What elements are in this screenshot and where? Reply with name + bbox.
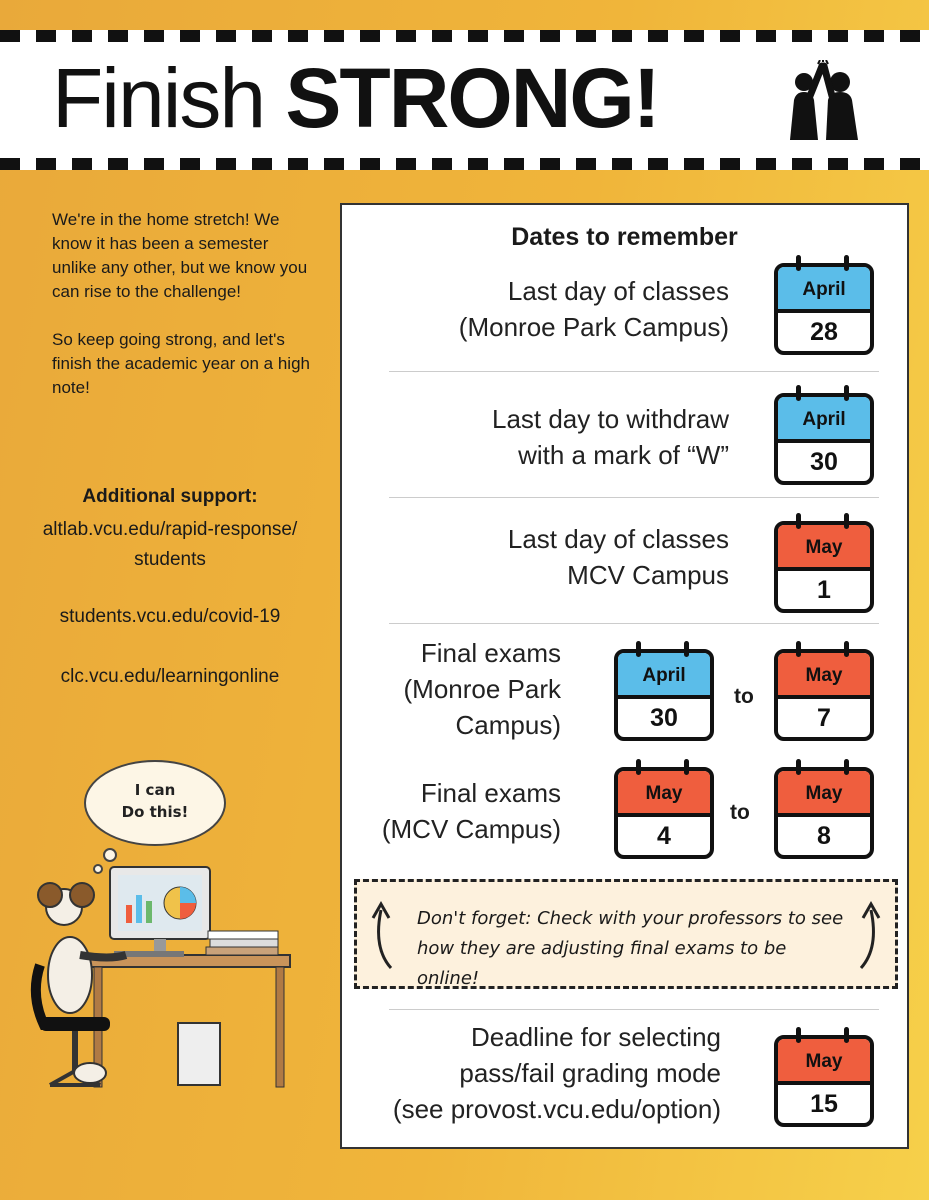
link-altlab-text[interactable]: altlab.vcu.edu/rapid-response/ students <box>42 519 298 570</box>
calendar-ring <box>796 385 801 401</box>
divider <box>389 497 879 498</box>
calendar-ring <box>844 759 849 775</box>
row2-label: Last day to withdraw with a mark of “W” <box>491 404 729 470</box>
dates-panel <box>340 203 909 1149</box>
intro-paragraph-1: We're in the home stretch! We know it has been a semester unlike any other, but we know you can rise to the challenge! <box>52 210 308 301</box>
row6-label: Deadline for selecting pass/fail grading mode (see provost.vcu.edu/option) <box>392 1022 721 1124</box>
title-bold: STRONG! <box>285 51 659 145</box>
checker-border-top <box>0 30 929 42</box>
calendar-icon-may-15: May 15 <box>774 1035 874 1127</box>
support-title: Additional support: <box>82 486 258 507</box>
title-light: Finish <box>52 51 286 145</box>
ram-at-computer-illustration <box>30 755 300 1125</box>
row5-label: Final exams (MCV Campus) <box>381 778 561 844</box>
page-title <box>52 48 659 148</box>
calendar-ring <box>796 513 801 529</box>
divider <box>389 623 879 624</box>
calendar-ring <box>844 513 849 529</box>
to-label: to <box>730 801 750 824</box>
intro-paragraph-2: So keep going strong, and let's finish the academic year on a high note! <box>52 330 310 397</box>
calendar-icon-april-28: April 28 <box>774 263 874 355</box>
thought-bubble-text: I can <box>134 781 176 799</box>
row4-label: Final exams (Monroe Park Campus) <box>403 638 561 740</box>
calendar-icon-april-30-start: April 30 <box>614 649 714 741</box>
calendar-ring <box>844 385 849 401</box>
calendar-ring <box>796 255 801 271</box>
checker-border-bottom <box>0 158 929 170</box>
curved-arrow-up-icon <box>853 898 883 970</box>
calendar-ring <box>796 1027 801 1043</box>
link-learningonline[interactable]: clc.vcu.edu/learningonline <box>60 666 280 687</box>
to-label: to <box>734 685 754 708</box>
calendar-icon-may-4-start: May 4 <box>614 767 714 859</box>
calendar-ring <box>684 759 689 775</box>
calendar-ring <box>636 641 641 657</box>
calendar-ring <box>684 641 689 657</box>
divider <box>389 1009 879 1010</box>
panel-title: Dates to remember <box>511 223 738 251</box>
svg-text:Do this!: Do this! <box>121 803 189 821</box>
note-text: Don't forget: Check with your professors to see how they are adjusting final exams to be online! <box>417 908 844 989</box>
calendar-icon-april-30: April 30 <box>774 393 874 485</box>
calendar-icon-may-7-end: May 7 <box>774 649 874 741</box>
calendar-ring <box>844 1027 849 1043</box>
high-five-icon <box>774 60 870 140</box>
row1-label: Last day of classes (Monroe Park Campus) <box>458 276 729 342</box>
calendar-icon-may-1: May 1 <box>774 521 874 613</box>
row3-label: Last day of classes MCV Campus <box>507 524 729 590</box>
calendar-ring <box>796 641 801 657</box>
intro-text <box>52 208 312 424</box>
calendar-ring <box>796 759 801 775</box>
curved-arrow-up-icon <box>369 898 399 970</box>
calendar-ring <box>844 641 849 657</box>
calendar-ring <box>844 255 849 271</box>
link-altlab[interactable] <box>0 515 340 575</box>
reminder-note <box>354 879 898 989</box>
link-covid19[interactable]: students.vcu.edu/covid-19 <box>59 606 281 627</box>
calendar-icon-may-8-end: May 8 <box>774 767 874 859</box>
calendar-ring <box>636 759 641 775</box>
divider <box>389 371 879 372</box>
